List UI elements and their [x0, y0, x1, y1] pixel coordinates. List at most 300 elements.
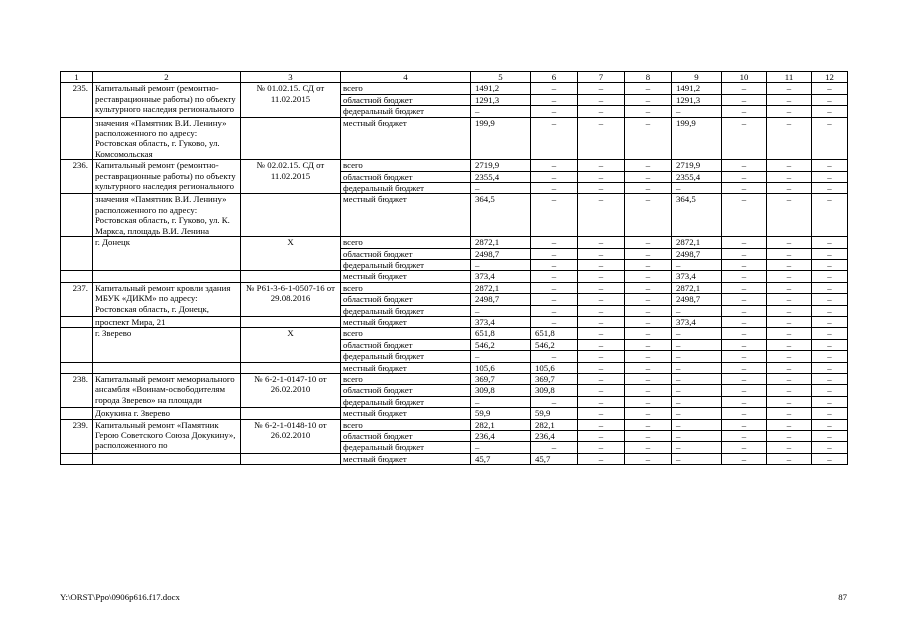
value-cell: – [672, 106, 722, 117]
value-cell: 651,8 [531, 328, 578, 339]
value-cell: – [578, 442, 625, 453]
value-cell: – [722, 419, 767, 430]
funding-source-cell: местный бюджет [341, 117, 471, 160]
value-cell: – [767, 419, 812, 430]
object-description-cell: Капитальный ремонт мемориального ансамбля «Воинам-освободителям города Зверево» на площади [93, 373, 241, 407]
value-cell: – [767, 282, 812, 293]
object-description-cell-continued [93, 271, 241, 282]
value-cell: – [672, 351, 722, 362]
value-cell: – [812, 106, 848, 117]
value-cell: 1491,2 [471, 83, 531, 94]
value-cell: – [672, 431, 722, 442]
table-row [61, 194, 848, 237]
value-cell: – [578, 305, 625, 316]
document-reference-cell-continued [241, 271, 341, 282]
value-cell: – [578, 316, 625, 327]
value-cell: – [625, 83, 672, 94]
value-cell: – [578, 271, 625, 282]
value-cell: – [722, 183, 767, 194]
value-cell: – [471, 396, 531, 407]
funding-source-cell: местный бюджет [341, 316, 471, 327]
value-cell: – [812, 362, 848, 373]
value-cell: – [578, 106, 625, 117]
value-cell: – [722, 362, 767, 373]
funding-source-cell: всего [341, 373, 471, 384]
value-cell: – [812, 271, 848, 282]
value-cell: – [531, 171, 578, 182]
value-cell: 59,9 [531, 408, 578, 419]
value-cell: – [722, 237, 767, 248]
row-number-cell: 239. [61, 419, 93, 453]
funding-source-cell: федеральный бюджет [341, 259, 471, 270]
value-cell: 45,7 [471, 453, 531, 464]
funding-source-cell: всего [341, 328, 471, 339]
value-cell: – [578, 453, 625, 464]
object-description-cell: г. Донецк [93, 237, 241, 271]
value-cell: – [722, 431, 767, 442]
value-cell: – [722, 282, 767, 293]
value-cell: – [812, 305, 848, 316]
value-cell: – [767, 259, 812, 270]
value-cell: – [812, 237, 848, 248]
value-cell: – [722, 453, 767, 464]
document-reference-cell: № Р61-3-6-1-0507-16 от 29.08.2016 [241, 282, 341, 316]
header-cell: 2 [93, 72, 241, 83]
header-cell: 9 [672, 72, 722, 83]
value-cell: – [531, 183, 578, 194]
value-cell: 2719,9 [672, 160, 722, 171]
value-cell: – [578, 160, 625, 171]
value-cell: – [625, 442, 672, 453]
value-cell: – [767, 94, 812, 105]
value-cell: – [531, 160, 578, 171]
value-cell: – [722, 339, 767, 350]
value-cell: – [578, 373, 625, 384]
value-cell: 2355,4 [672, 171, 722, 182]
value-cell: – [812, 453, 848, 464]
document-reference-cell: № 6-2-1-0147-10 от 26.02.2010 [241, 373, 341, 407]
document-reference-cell: Х [241, 237, 341, 271]
value-cell: – [578, 282, 625, 293]
value-cell: – [625, 339, 672, 350]
value-cell: – [625, 183, 672, 194]
value-cell: – [672, 183, 722, 194]
funding-source-cell: областной бюджет [341, 248, 471, 259]
value-cell: – [625, 408, 672, 419]
value-cell: – [767, 408, 812, 419]
value-cell: – [625, 94, 672, 105]
value-cell: – [471, 106, 531, 117]
value-cell: – [767, 183, 812, 194]
value-cell: – [531, 282, 578, 293]
value-cell: – [471, 183, 531, 194]
value-cell: 364,5 [471, 194, 531, 237]
value-cell: – [767, 431, 812, 442]
value-cell: – [812, 408, 848, 419]
value-cell: – [767, 160, 812, 171]
funding-source-cell: местный бюджет [341, 453, 471, 464]
value-cell: 105,6 [531, 362, 578, 373]
value-cell: – [625, 316, 672, 327]
value-cell: – [531, 351, 578, 362]
object-description-cell-continued: значения «Памятник В.И. Ленину» расположенного по адресу: Ростовская область, г. Гуково, ул. Комсомольская [93, 117, 241, 160]
value-cell: – [722, 294, 767, 305]
table-body [61, 72, 848, 465]
value-cell: – [625, 362, 672, 373]
value-cell: – [672, 259, 722, 270]
header-cell: 5 [471, 72, 531, 83]
value-cell: – [812, 339, 848, 350]
object-description-cell: Капитальный ремонт (ремонтно-реставрационные работы) по объекту культурного наследия регионального [93, 160, 241, 194]
value-cell: – [531, 248, 578, 259]
funding-source-cell: местный бюджет [341, 271, 471, 282]
page-number: 87 [838, 592, 847, 602]
value-cell: – [722, 271, 767, 282]
value-cell: – [722, 106, 767, 117]
table-row [61, 362, 848, 373]
value-cell: – [722, 396, 767, 407]
value-cell: – [625, 282, 672, 293]
document-reference-cell-continued [241, 316, 341, 327]
value-cell: 199,9 [471, 117, 531, 160]
value-cell: – [722, 83, 767, 94]
value-cell: – [767, 271, 812, 282]
funding-source-cell: федеральный бюджет [341, 305, 471, 316]
value-cell: – [767, 316, 812, 327]
value-cell: – [625, 160, 672, 171]
value-cell: – [812, 94, 848, 105]
value-cell: – [812, 183, 848, 194]
value-cell: – [767, 117, 812, 160]
value-cell: – [767, 362, 812, 373]
value-cell: – [625, 453, 672, 464]
funding-source-cell: областной бюджет [341, 431, 471, 442]
value-cell: – [722, 328, 767, 339]
value-cell: – [672, 385, 722, 396]
value-cell: 364,5 [672, 194, 722, 237]
value-cell: – [722, 385, 767, 396]
value-cell: – [672, 442, 722, 453]
value-cell: 2872,1 [471, 282, 531, 293]
value-cell: – [471, 305, 531, 316]
value-cell: 309,8 [471, 385, 531, 396]
funding-source-cell: федеральный бюджет [341, 351, 471, 362]
value-cell: – [531, 106, 578, 117]
value-cell: – [672, 305, 722, 316]
value-cell: 546,2 [471, 339, 531, 350]
document-reference-cell: Х [241, 328, 341, 362]
value-cell: – [767, 396, 812, 407]
object-description-cell: г. Зверево [93, 328, 241, 362]
value-cell: – [625, 248, 672, 259]
funding-source-cell: всего [341, 282, 471, 293]
row-number-cell-continued [61, 271, 93, 282]
value-cell: 2498,7 [672, 294, 722, 305]
header-cell: 3 [241, 72, 341, 83]
value-cell: – [767, 339, 812, 350]
value-cell: – [812, 396, 848, 407]
value-cell: – [722, 408, 767, 419]
value-cell: – [578, 339, 625, 350]
value-cell: – [578, 396, 625, 407]
value-cell: – [531, 294, 578, 305]
value-cell: – [578, 117, 625, 160]
value-cell: 546,2 [531, 339, 578, 350]
value-cell: – [767, 328, 812, 339]
header-cell: 12 [812, 72, 848, 83]
value-cell: – [767, 83, 812, 94]
value-cell: 236,4 [531, 431, 578, 442]
document-reference-cell-continued [241, 453, 341, 464]
value-cell: – [722, 171, 767, 182]
value-cell: – [722, 305, 767, 316]
value-cell: – [531, 237, 578, 248]
value-cell: – [767, 442, 812, 453]
row-number-cell-continued [61, 362, 93, 373]
value-cell: – [531, 259, 578, 270]
funding-source-cell: всего [341, 83, 471, 94]
value-cell: – [578, 408, 625, 419]
value-cell: – [812, 117, 848, 160]
value-cell: – [812, 431, 848, 442]
object-description-cell-continued [93, 453, 241, 464]
funding-source-cell: федеральный бюджет [341, 396, 471, 407]
value-cell: – [625, 259, 672, 270]
value-cell: – [812, 316, 848, 327]
value-cell: – [722, 351, 767, 362]
value-cell: – [767, 194, 812, 237]
value-cell: – [578, 385, 625, 396]
value-cell: – [812, 385, 848, 396]
value-cell: – [471, 442, 531, 453]
value-cell: – [812, 328, 848, 339]
column-number-row [61, 72, 848, 83]
value-cell: – [531, 442, 578, 453]
value-cell: – [625, 294, 672, 305]
value-cell: – [812, 282, 848, 293]
funding-source-cell: всего [341, 237, 471, 248]
row-number-cell-continued [61, 408, 93, 419]
funding-source-cell: областной бюджет [341, 385, 471, 396]
header-cell: 6 [531, 72, 578, 83]
funding-source-cell: федеральный бюджет [341, 183, 471, 194]
funding-source-cell: областной бюджет [341, 171, 471, 182]
footer-file-path: Y:\ORST\Ppo\0906p616.f17.docx [60, 592, 180, 602]
value-cell: 2719,9 [471, 160, 531, 171]
value-cell: 373,4 [471, 271, 531, 282]
value-cell: – [471, 351, 531, 362]
document-reference-cell-continued [241, 362, 341, 373]
value-cell: – [812, 294, 848, 305]
object-description-cell-continued [93, 362, 241, 373]
value-cell: – [767, 237, 812, 248]
header-cell: 10 [722, 72, 767, 83]
value-cell: – [722, 373, 767, 384]
header-cell: 4 [341, 72, 471, 83]
header-cell: 7 [578, 72, 625, 83]
value-cell: – [578, 362, 625, 373]
value-cell: – [812, 248, 848, 259]
value-cell: – [531, 83, 578, 94]
value-cell: – [578, 83, 625, 94]
value-cell: – [531, 316, 578, 327]
table-row [61, 117, 848, 160]
value-cell: – [531, 94, 578, 105]
value-cell: 373,4 [672, 316, 722, 327]
value-cell: – [625, 396, 672, 407]
funding-source-cell: федеральный бюджет [341, 442, 471, 453]
value-cell: 199,9 [672, 117, 722, 160]
header-cell: 11 [767, 72, 812, 83]
row-number-cell: 235. [61, 83, 93, 117]
row-number-cell [61, 328, 93, 362]
value-cell: – [812, 351, 848, 362]
value-cell: – [625, 194, 672, 237]
value-cell: – [625, 237, 672, 248]
value-cell: – [767, 248, 812, 259]
value-cell: 369,7 [471, 373, 531, 384]
value-cell: – [722, 117, 767, 160]
value-cell: – [812, 419, 848, 430]
value-cell: – [672, 362, 722, 373]
value-cell: 1291,3 [471, 94, 531, 105]
row-number-cell: 238. [61, 373, 93, 407]
value-cell: – [812, 259, 848, 270]
funding-source-cell: местный бюджет [341, 408, 471, 419]
header-cell: 1 [61, 72, 93, 83]
value-cell: – [531, 271, 578, 282]
value-cell: 236,4 [471, 431, 531, 442]
value-cell: 2498,7 [672, 248, 722, 259]
value-cell: – [625, 419, 672, 430]
value-cell: – [531, 117, 578, 160]
value-cell: – [531, 194, 578, 237]
value-cell: – [722, 442, 767, 453]
document-reference-cell: № 02.02.15. СД от 11.02.2015 [241, 160, 341, 194]
value-cell: – [767, 171, 812, 182]
funding-source-cell: областной бюджет [341, 294, 471, 305]
table-row [61, 373, 848, 384]
object-description-cell: Капитальный ремонт кровли здания МБУК «ДИКМ» по адресу: Ростовская область, г. Донецк, [93, 282, 241, 316]
value-cell: – [578, 351, 625, 362]
value-cell: – [812, 194, 848, 237]
document-reference-cell: № 6-2-1-0148-10 от 26.02.2010 [241, 419, 341, 453]
row-number-cell [61, 237, 93, 271]
value-cell: 373,4 [471, 316, 531, 327]
value-cell: – [625, 106, 672, 117]
value-cell: – [625, 117, 672, 160]
value-cell: – [578, 248, 625, 259]
table-row [61, 237, 848, 248]
row-number-cell-continued [61, 194, 93, 237]
value-cell: – [722, 248, 767, 259]
funding-source-cell: всего [341, 419, 471, 430]
funding-source-cell: местный бюджет [341, 194, 471, 237]
value-cell: 2872,1 [672, 282, 722, 293]
value-cell: – [672, 373, 722, 384]
value-cell: – [672, 408, 722, 419]
budget-table [60, 71, 848, 465]
row-number-cell-continued [61, 117, 93, 160]
document-reference-cell-continued [241, 117, 341, 160]
value-cell: – [578, 194, 625, 237]
value-cell: – [625, 351, 672, 362]
object-description-cell-continued: проспект Мира, 21 [93, 316, 241, 327]
row-number-cell-continued [61, 453, 93, 464]
value-cell: 282,1 [471, 419, 531, 430]
value-cell: – [625, 431, 672, 442]
funding-source-cell: местный бюджет [341, 362, 471, 373]
value-cell: – [625, 305, 672, 316]
value-cell: 282,1 [531, 419, 578, 430]
value-cell: – [812, 373, 848, 384]
value-cell: 369,7 [531, 373, 578, 384]
value-cell: – [767, 373, 812, 384]
value-cell: 2498,7 [471, 294, 531, 305]
table-row [61, 453, 848, 464]
value-cell: 373,4 [672, 271, 722, 282]
value-cell: – [578, 431, 625, 442]
value-cell: – [578, 328, 625, 339]
row-number-cell: 237. [61, 282, 93, 316]
value-cell: 59,9 [471, 408, 531, 419]
value-cell: 2355,4 [471, 171, 531, 182]
table-row [61, 316, 848, 327]
table-row [61, 83, 848, 94]
value-cell: – [722, 316, 767, 327]
value-cell: – [812, 83, 848, 94]
funding-source-cell: областной бюджет [341, 339, 471, 350]
value-cell: – [722, 259, 767, 270]
object-description-cell-continued: Докукина г. Зверево [93, 408, 241, 419]
value-cell: – [767, 305, 812, 316]
value-cell: – [471, 259, 531, 270]
value-cell: – [578, 237, 625, 248]
table-row [61, 408, 848, 419]
table-row [61, 328, 848, 339]
value-cell: – [625, 385, 672, 396]
funding-source-cell: всего [341, 160, 471, 171]
value-cell: – [722, 160, 767, 171]
value-cell: – [722, 194, 767, 237]
value-cell: – [578, 183, 625, 194]
value-cell: – [672, 419, 722, 430]
value-cell: 1491,2 [672, 83, 722, 94]
object-description-cell: Капитальный ремонт «Памятник Герою Советского Союза Докукину», расположенного по [93, 419, 241, 453]
value-cell: – [531, 396, 578, 407]
value-cell: – [578, 419, 625, 430]
value-cell: – [625, 271, 672, 282]
value-cell: – [767, 106, 812, 117]
object-description-cell: Капитальный ремонт (ремонтно-реставрационные работы) по объекту культурного наследия регионального [93, 83, 241, 117]
value-cell: – [812, 160, 848, 171]
value-cell: – [767, 453, 812, 464]
value-cell: 651,8 [471, 328, 531, 339]
value-cell: – [578, 171, 625, 182]
value-cell: 45,7 [531, 453, 578, 464]
value-cell: – [812, 171, 848, 182]
funding-source-cell: областной бюджет [341, 94, 471, 105]
value-cell: – [625, 171, 672, 182]
table-row [61, 160, 848, 171]
value-cell: – [812, 442, 848, 453]
value-cell: 105,6 [471, 362, 531, 373]
document-reference-cell-continued [241, 408, 341, 419]
value-cell: – [672, 339, 722, 350]
table-row [61, 419, 848, 430]
value-cell: 1291,3 [672, 94, 722, 105]
value-cell: – [625, 373, 672, 384]
